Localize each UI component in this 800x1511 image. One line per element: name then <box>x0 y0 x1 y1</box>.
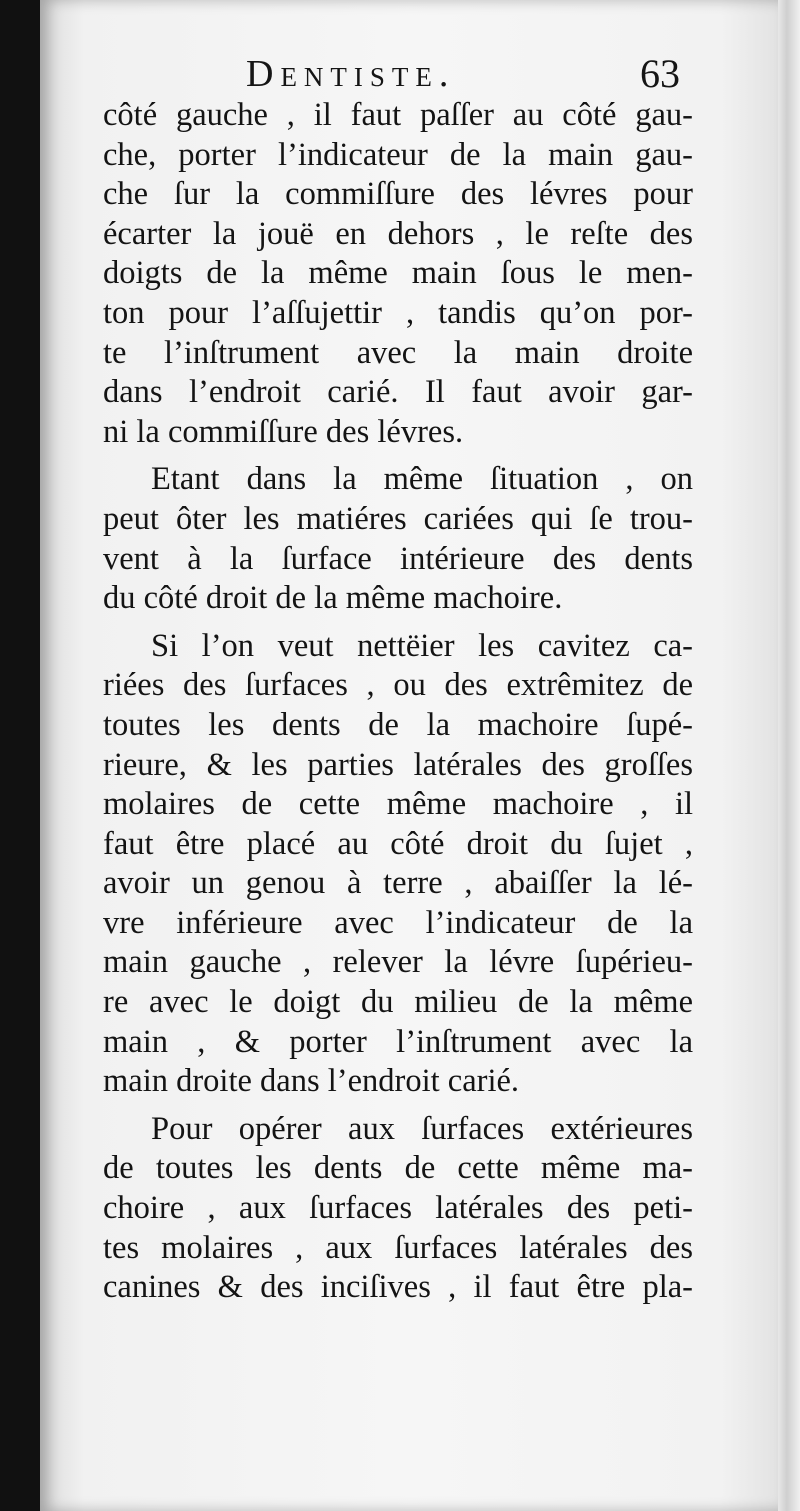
page-header <box>0 46 800 102</box>
text-line: du côté droit de la même machoire. <box>103 580 563 617</box>
text-line: che ſur la commiſſure des lévres pour <box>103 176 693 213</box>
text-line: tes molaires , aux ſurfaces latérales des <box>103 1229 693 1266</box>
text-line: molaires de cette même machoire , il <box>103 786 693 823</box>
text-line: peut ôter les matiéres cariées qui ſe trou- <box>103 500 693 537</box>
body-text <box>103 96 693 1308</box>
text-line: rieure, & les parties latérales des groſſes <box>103 746 693 783</box>
text-line: riées des ſurfaces , ou des extrêmitez de <box>103 667 693 704</box>
text-line: vre inférieure avec l’indicateur de la <box>103 904 693 941</box>
page-number: 63 <box>640 51 680 96</box>
paragraph-4 <box>103 1110 693 1308</box>
text-line: ni la commiſſure des lévres. <box>103 413 464 450</box>
text-line: doigts de la même main ſous le men- <box>103 255 693 292</box>
page-edge <box>778 0 800 1511</box>
text-line: de toutes les dents de cette même ma- <box>103 1150 693 1187</box>
text-line: vent à la ſurface intérieure des dents <box>103 540 693 577</box>
paragraph-1 <box>103 96 693 452</box>
text-line: main , & porter l’inſtrument avec la <box>103 1023 693 1060</box>
text-line: te l’inſtrument avec la main droite <box>103 334 693 371</box>
paragraph-gap <box>103 619 693 627</box>
text-line: re avec le doigt du milieu de la même <box>103 984 693 1021</box>
paragraph-gap <box>103 452 693 460</box>
text-line: côté gauche , il faut paſſer au côté gau- <box>103 97 693 133</box>
text-line: Si l’on veut nettëier les cavitez ca- <box>151 627 693 664</box>
text-line: Etant dans la même ſituation , on <box>151 461 693 498</box>
text-line: choire , aux ſurfaces latérales des peti- <box>103 1190 693 1227</box>
text-line: ton pour l’aſſujettir , tandis qu’on por- <box>103 294 693 331</box>
paragraph-3 <box>103 627 693 1102</box>
text-line: écarter la jouë en dehors , le reſte des <box>103 215 693 252</box>
running-head: Dentiste. <box>246 53 456 95</box>
text-line: che, porter l’indicateur de la main gau- <box>103 136 693 173</box>
text-line: dans l’endroit carié. Il faut avoir gar- <box>103 374 693 411</box>
text-line: Pour opérer aux ſurfaces extérieures <box>151 1110 693 1147</box>
paragraph-2 <box>103 460 693 618</box>
text-line: main gauche , relever la lévre ſupérieu- <box>103 944 693 981</box>
text-line: avoir un genou à terre , abaiſſer la lé- <box>103 865 693 902</box>
text-line: main droite dans l’endroit carié. <box>103 1063 520 1100</box>
text-line: canines & des inciſives , il faut être pla- <box>103 1269 693 1306</box>
text-line: faut être placé au côté droit du ſujet , <box>103 825 693 862</box>
paragraph-gap <box>103 1102 693 1110</box>
text-line: toutes les dents de la machoire ſupé- <box>103 706 693 743</box>
